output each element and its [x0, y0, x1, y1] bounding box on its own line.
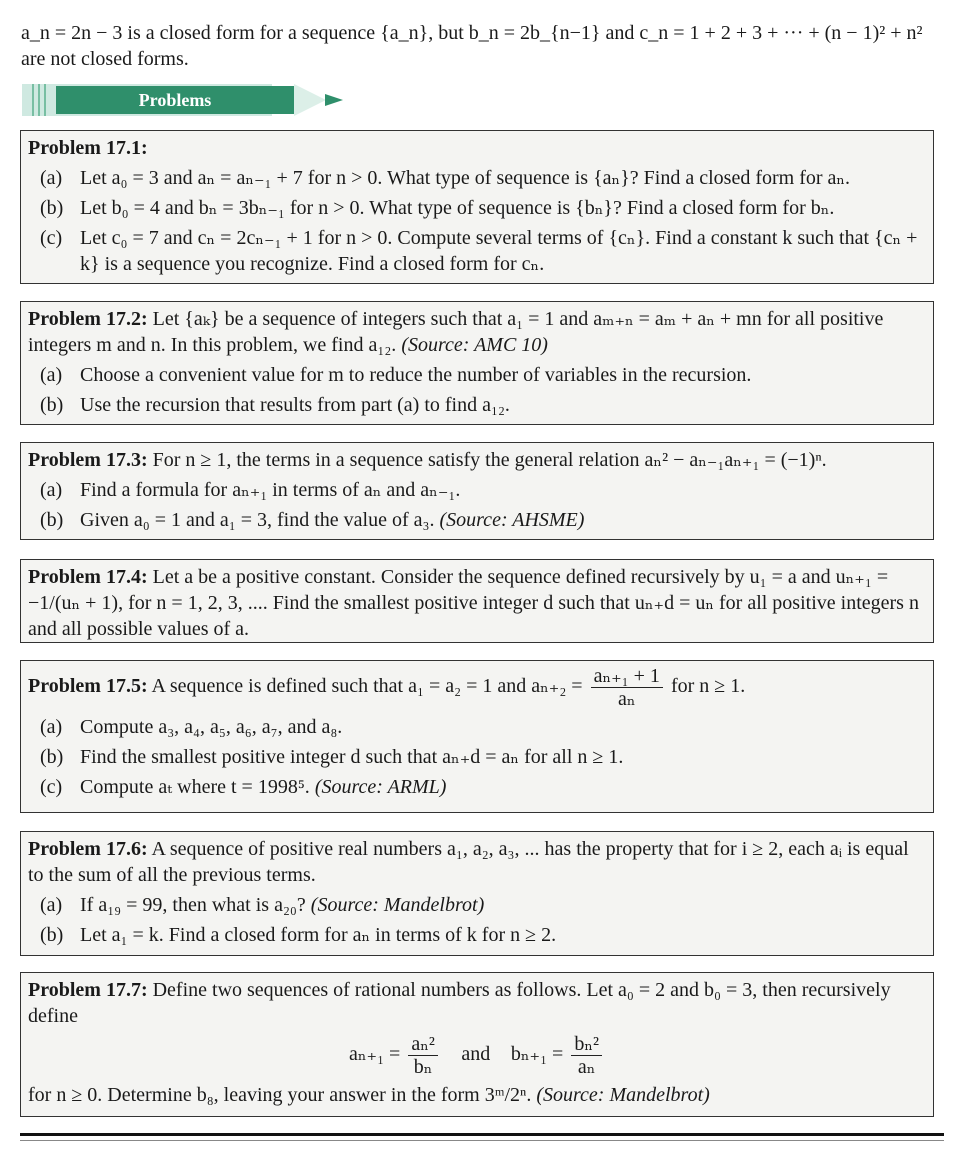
pencil-stripe	[44, 84, 46, 116]
problem-title: Problem 17.1:	[28, 137, 148, 159]
problem-part: (a) Find a formula for aₙ₊₁ in terms of aₙ and aₙ₋₁.	[40, 479, 461, 501]
display-equation: aₙ₊₁ = $\frac{\text{aₙ²}}{\text{bₙ}}$ and bₙ₊₁ = $\frac{\text{bₙ²}}{\text{aₙ}}$	[28, 1033, 926, 1078]
problem-title: Problem 17.7:	[28, 979, 148, 1001]
source: (Source: Mandelbrot)	[536, 1084, 710, 1106]
fraction: $\frac{\text{aₙ₊₁ + 1}}{\text{aₙ}}$	[591, 665, 663, 710]
problem-part: (b) Given a₀ = 1 and a₁ = 3, find the value of a₃. (Source: AHSME)	[40, 509, 585, 531]
problem-part: (a) Let a₀ = 3 and aₙ = aₙ₋₁ + 7 for n > 0. What type of sequence is {aₙ}? Find a closed form for aₙ.	[40, 167, 851, 189]
fraction: $\frac{\text{bₙ²}}{\text{aₙ}}$	[571, 1033, 602, 1078]
source: (Source: ARML)	[314, 776, 447, 798]
source: (Source: Mandelbrot)	[310, 894, 485, 916]
problem-title: Problem 17.3:	[28, 449, 148, 471]
problem-part: (b) Use the recursion that results from part (a) to find a₁₂.	[40, 394, 510, 416]
problem-part: (b) Let b₀ = 4 and bₙ = 3bₙ₋₁ for n > 0. What type of sequence is {bₙ}? Find a closed form for bₙ.	[40, 197, 835, 219]
problem-title: Problem 17.4:	[28, 566, 148, 588]
problem-part: (a) Compute a₃, a₄, a₅, a₆, a₇, and a₈.	[40, 716, 343, 738]
pencil-cone	[294, 84, 326, 116]
problem-title: Problem 17.6:	[28, 838, 148, 860]
problem-title: Problem 17.2:	[28, 308, 148, 330]
problem-17-1	[20, 130, 934, 284]
problem-part: (a) Choose a convenient value for m to reduce the number of variables in the recursion.	[40, 364, 752, 386]
problem-title: Problem 17.5:	[28, 675, 148, 698]
problem-part: (b) Find the smallest positive integer d such that aₙ₊d = aₙ for all n ≥ 1.	[40, 746, 624, 768]
section-rule	[20, 1140, 944, 1141]
source: (Source: AMC 10)	[401, 334, 548, 356]
section-rule	[20, 1133, 944, 1136]
problem-part: (c) Let c₀ = 7 and cₙ = 2cₙ₋₁ + 1 for n > 0. Compute several terms of {cₙ}. Find a constant k such that {cₙ + k} is a sequence you recognize. Find a closed form for cₙ.	[40, 227, 918, 275]
source: (Source: AHSME)	[439, 509, 585, 531]
pencil-stripe	[38, 84, 40, 116]
banner-label: Problems	[138, 90, 212, 110]
problem-17-3: Problem 17.3: For n ≥ 1, the terms in a sequence satisfy the general relation aₙ² − aₙ₋₁aₙ₊₁ = (−1)ⁿ. (a) Find a formula for aₙ₊₁ in terms of aₙ and aₙ₋₁. (b) Given a₀ = 1 and a₁ = 3, find the value of a₃. (Source: AHSME)	[20, 442, 934, 540]
fraction: $\frac{\text{aₙ²}}{\text{bₙ}}$	[408, 1033, 438, 1078]
problem-part: (c) Compute aₜ where t = 1998⁵. (Source: ARML)	[40, 776, 447, 798]
problem-part: (a) If a₁₉ = 99, then what is a₂₀? (Source: Mandelbrot)	[40, 894, 485, 916]
problem-17-4: Problem 17.4: Let a be a positive constant. Consider the sequence defined recursively by u₁ = a and uₙ₊₁ = −1/(uₙ + 1), for n = 1, 2, 3, .... Find the smallest positive integer d such that uₙ₊d = uₙ for all positive integers n and all possible values of a.	[20, 559, 934, 643]
problem-part: (b) Let a₁ = k. Find a closed form for aₙ in terms of k for n ≥ 2.	[40, 924, 557, 946]
problem-17-5: Problem 17.5: A sequence is defined such that a₁ = a₂ = 1 and aₙ₊₂ = $\frac{\text{aₙ₊₁ + 1}}{\text{aₙ}}$ for n ≥ 1. (a) Compute a₃, a₄, a₅, a₆, a₇, and a₈. (b) Find the smallest positive integer d such that aₙ₊d = aₙ for all n ≥ 1. (c) Compute aₜ where t = 1998⁵. (Source: ARML)	[20, 660, 934, 813]
problems-banner	[22, 84, 327, 116]
problem-17-2: Problem 17.2: Let {aₖ} be a sequence of integers such that a₁ = 1 and aₘ₊ₙ = aₘ + aₙ + mn for all positive integers m and n. In this problem, we find a₁₂. (Source: AMC 10) (a) Choose a convenient value for m to reduce the number of variables in the recursion. (b) Use the recursion that results from part (a) to find a₁₂.	[20, 301, 934, 425]
problem-17-7: Problem 17.7: Define two sequences of rational numbers as follows. Let a₀ = 2 and b₀ = 3, then recursively define aₙ₊₁ = $\frac{\text{aₙ²}}{\text{bₙ}}$ and bₙ₊₁ = $\frac{\text{bₙ²}}{\text{aₙ}}$ for n ≥ 0. Determine b₈, leaving your answer in the form 3ᵐ/2ⁿ. (Source: Mandelbrot)	[20, 972, 934, 1117]
pencil-stripe	[32, 84, 34, 116]
problem-17-6: Problem 17.6: A sequence of positive real numbers a₁, a₂, a₃, ... has the property that for i ≥ 2, each aᵢ is equal to the sum of all the previous terms. (a) If a₁₉ = 99, then what is a₂₀? (Source: Mandelbrot) (b) Let a₁ = k. Find a closed form for aₙ in terms of k for n ≥ 2.	[20, 831, 934, 956]
intro-paragraph: a_n = 2n − 3 is a closed form for a sequence {a_n}, but b_n = 2b_{n−1} and c_n = 1 + 2 + 3 + ··· + (n − 1)² + n² are not closed forms.	[21, 22, 923, 70]
pencil-tip-icon	[325, 94, 343, 106]
